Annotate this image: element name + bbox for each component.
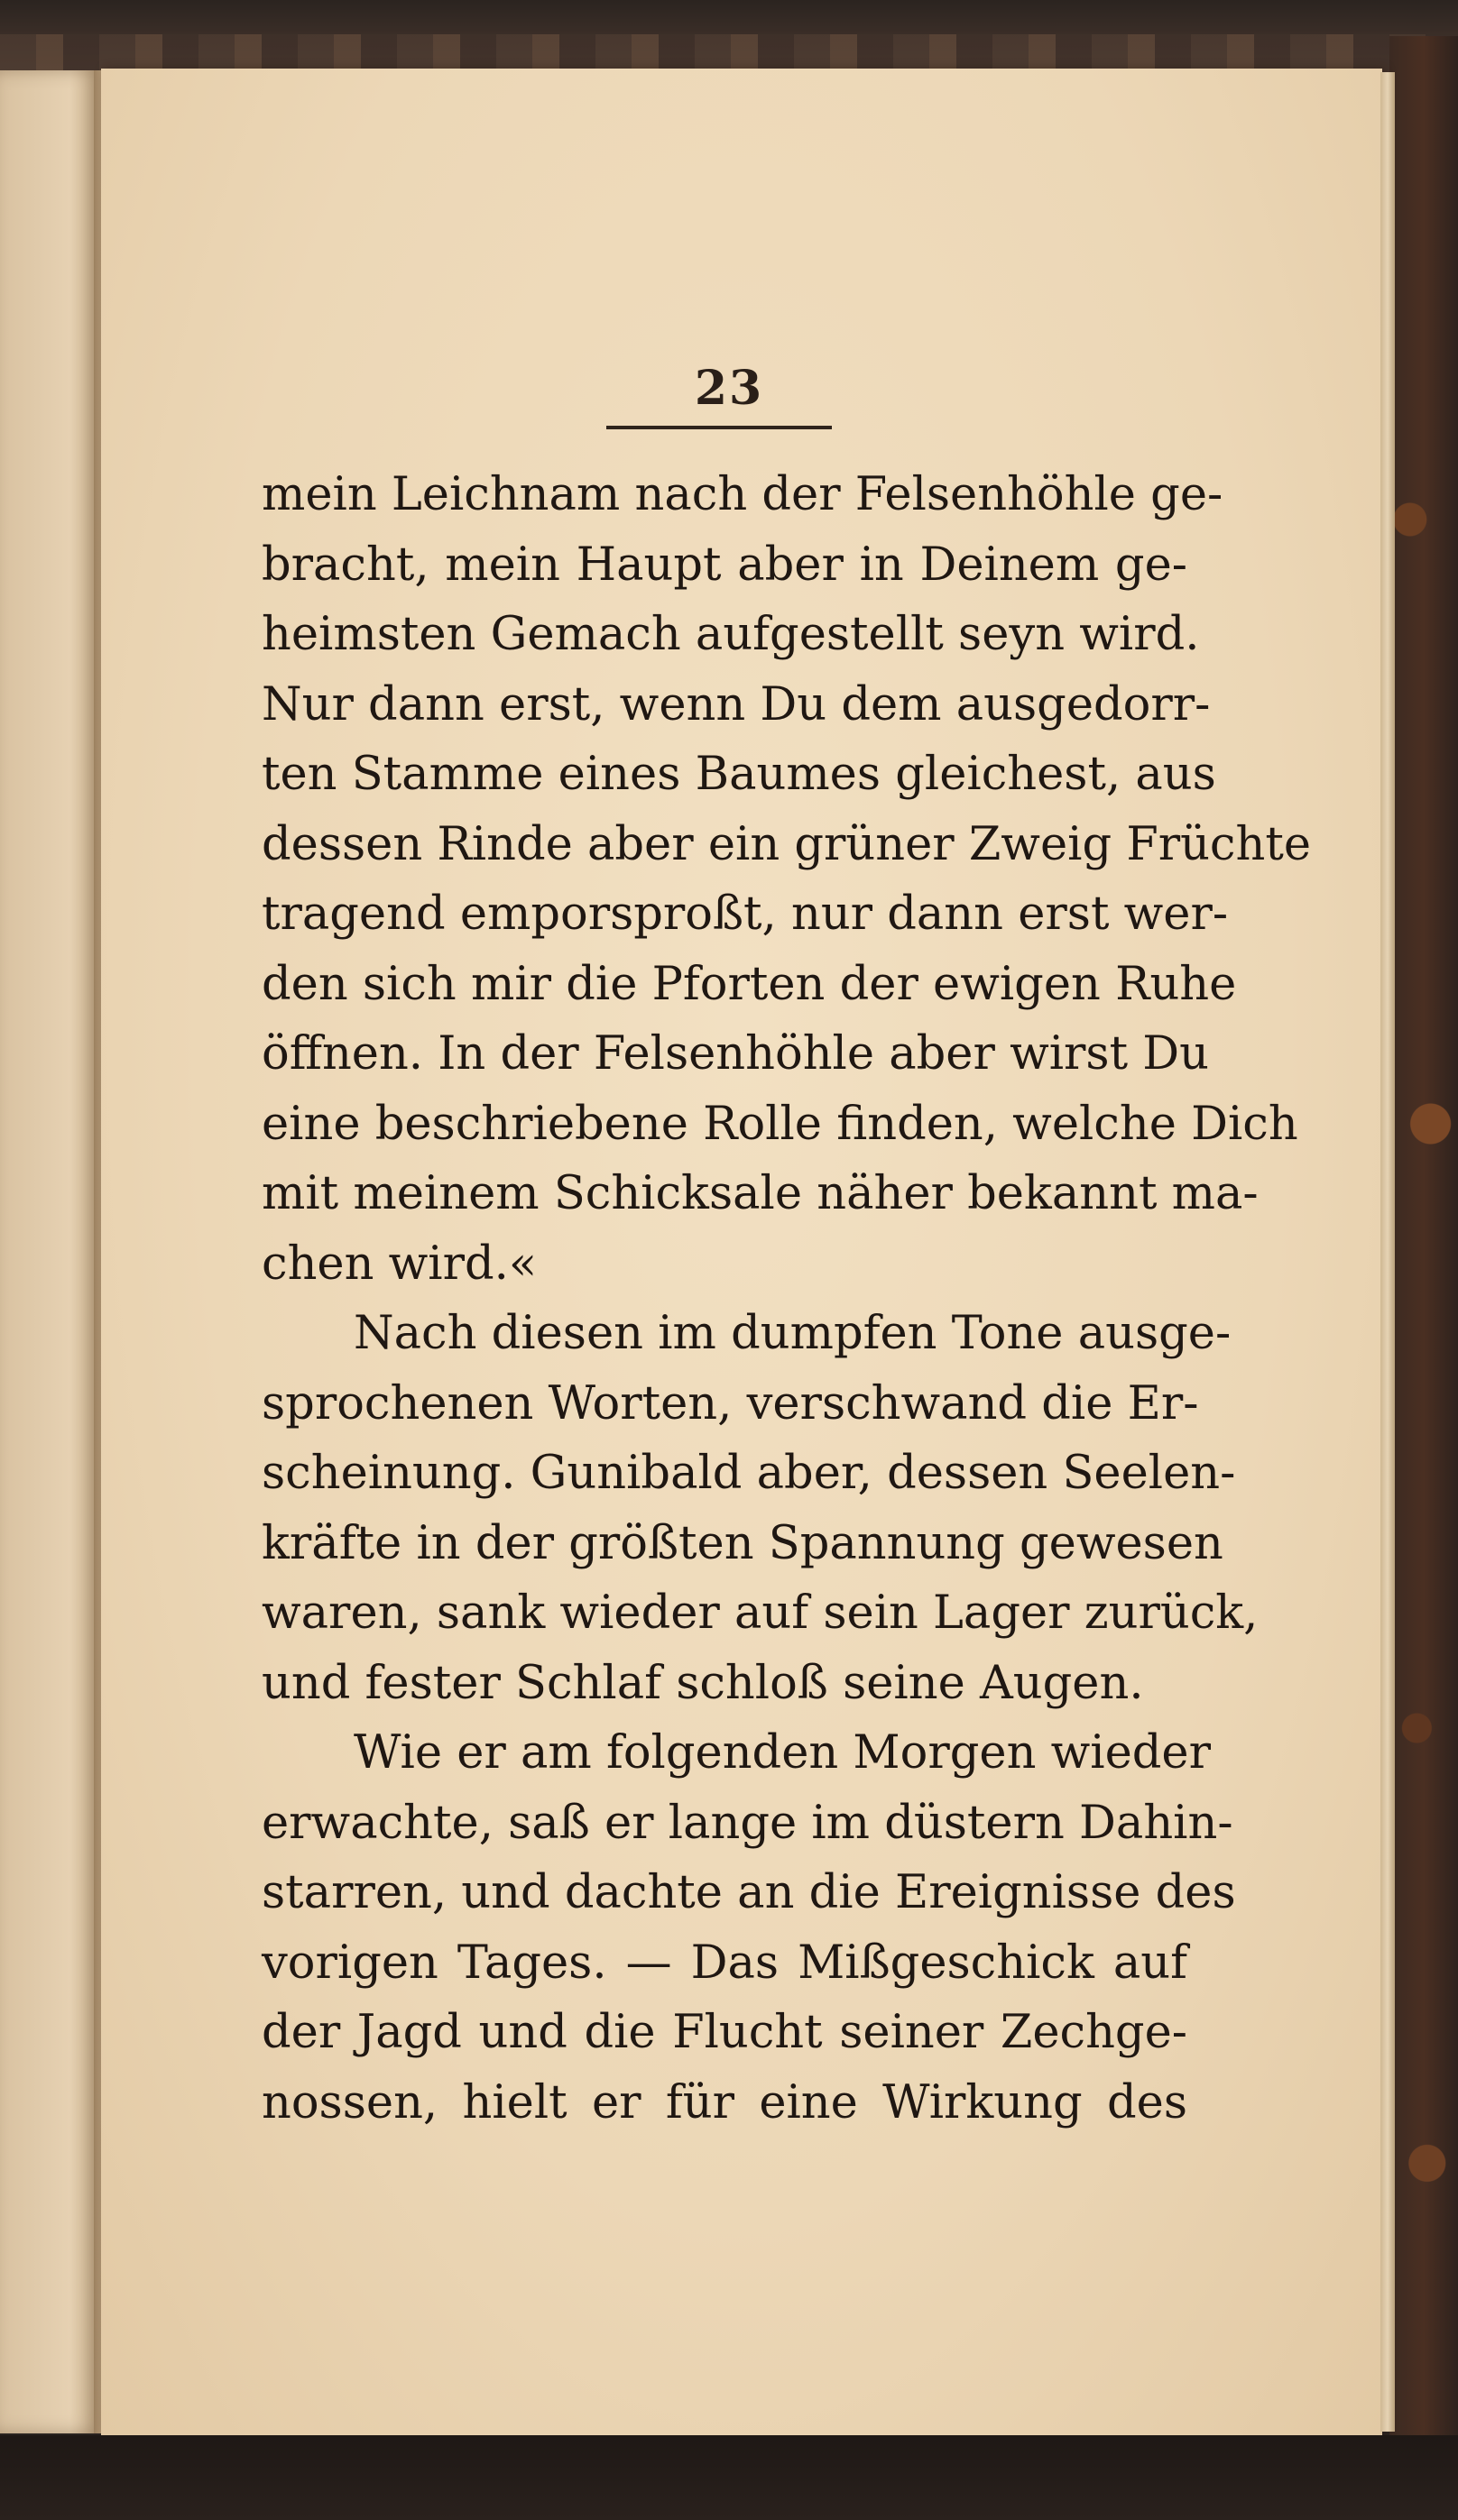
- text-line: der Jagd und die Flucht seiner Zechge-: [262, 2006, 1187, 2059]
- left-facing-page: [0, 70, 99, 2433]
- text-line: Wie er am folgenden Morgen wieder: [354, 1726, 1211, 1780]
- page-number: 23: [694, 361, 764, 416]
- text-line: eine beschriebene Rolle finden, welche Dich: [262, 1097, 1298, 1151]
- text-line: und fester Schlaf schloß seine Augen.: [262, 1656, 1144, 1710]
- text-line: ten Stamme eines Baumes gleichest, aus: [262, 748, 1216, 801]
- body-text: [262, 460, 1312, 2138]
- text-line: den sich mir die Pforten der ewigen Ruhe: [262, 957, 1237, 1011]
- text-line: starren, und dachte an die Ereignisse des: [262, 1866, 1236, 1919]
- text-line: heimsten Gemach aufgestellt seyn wird.: [262, 608, 1200, 661]
- text-line: öffnen. In der Felsenhöhle aber wirst Du: [262, 1027, 1210, 1081]
- page-edges: [1380, 72, 1395, 2432]
- text-line: dessen Rinde aber ein grüner Zweig Früchte: [262, 817, 1312, 871]
- text-line: chen wird.«: [262, 1237, 538, 1291]
- text-line: bracht, mein Haupt aber in Deinem ge-: [262, 538, 1187, 592]
- text-line: scheinung. Gunibald aber, dessen Seelen-: [262, 1447, 1236, 1500]
- page-number-rule: [606, 426, 832, 429]
- text-line: erwachte, saß er lange im düstern Dahin-: [262, 1796, 1233, 1850]
- text-line: vorigen Tages. — Das Mißgeschick auf: [262, 1936, 1187, 1990]
- text-line: mein Leichnam nach der Felsenhöhle ge-: [262, 468, 1223, 521]
- text-line: mit meinem Schicksale näher bekannt ma-: [262, 1167, 1259, 1220]
- text-line: sprochenen Worten, verschwand die Er-: [262, 1376, 1199, 1430]
- text-line: kräfte in der größten Spannung gewesen: [262, 1516, 1223, 1570]
- text-line: nossen, hielt er für eine Wirkung des: [262, 2075, 1187, 2129]
- text-line: tragend emporsproßt, nur dann erst wer-: [262, 888, 1229, 941]
- text-line: waren, sank wieder auf sein Lager zurück,: [262, 1586, 1259, 1640]
- text-line: Nach diesen im dumpfen Tone ausge-: [354, 1307, 1232, 1360]
- book-cover-bottom: [0, 2435, 1458, 2520]
- text-line: Nur dann erst, wenn Du dem ausgedorr-: [262, 677, 1211, 731]
